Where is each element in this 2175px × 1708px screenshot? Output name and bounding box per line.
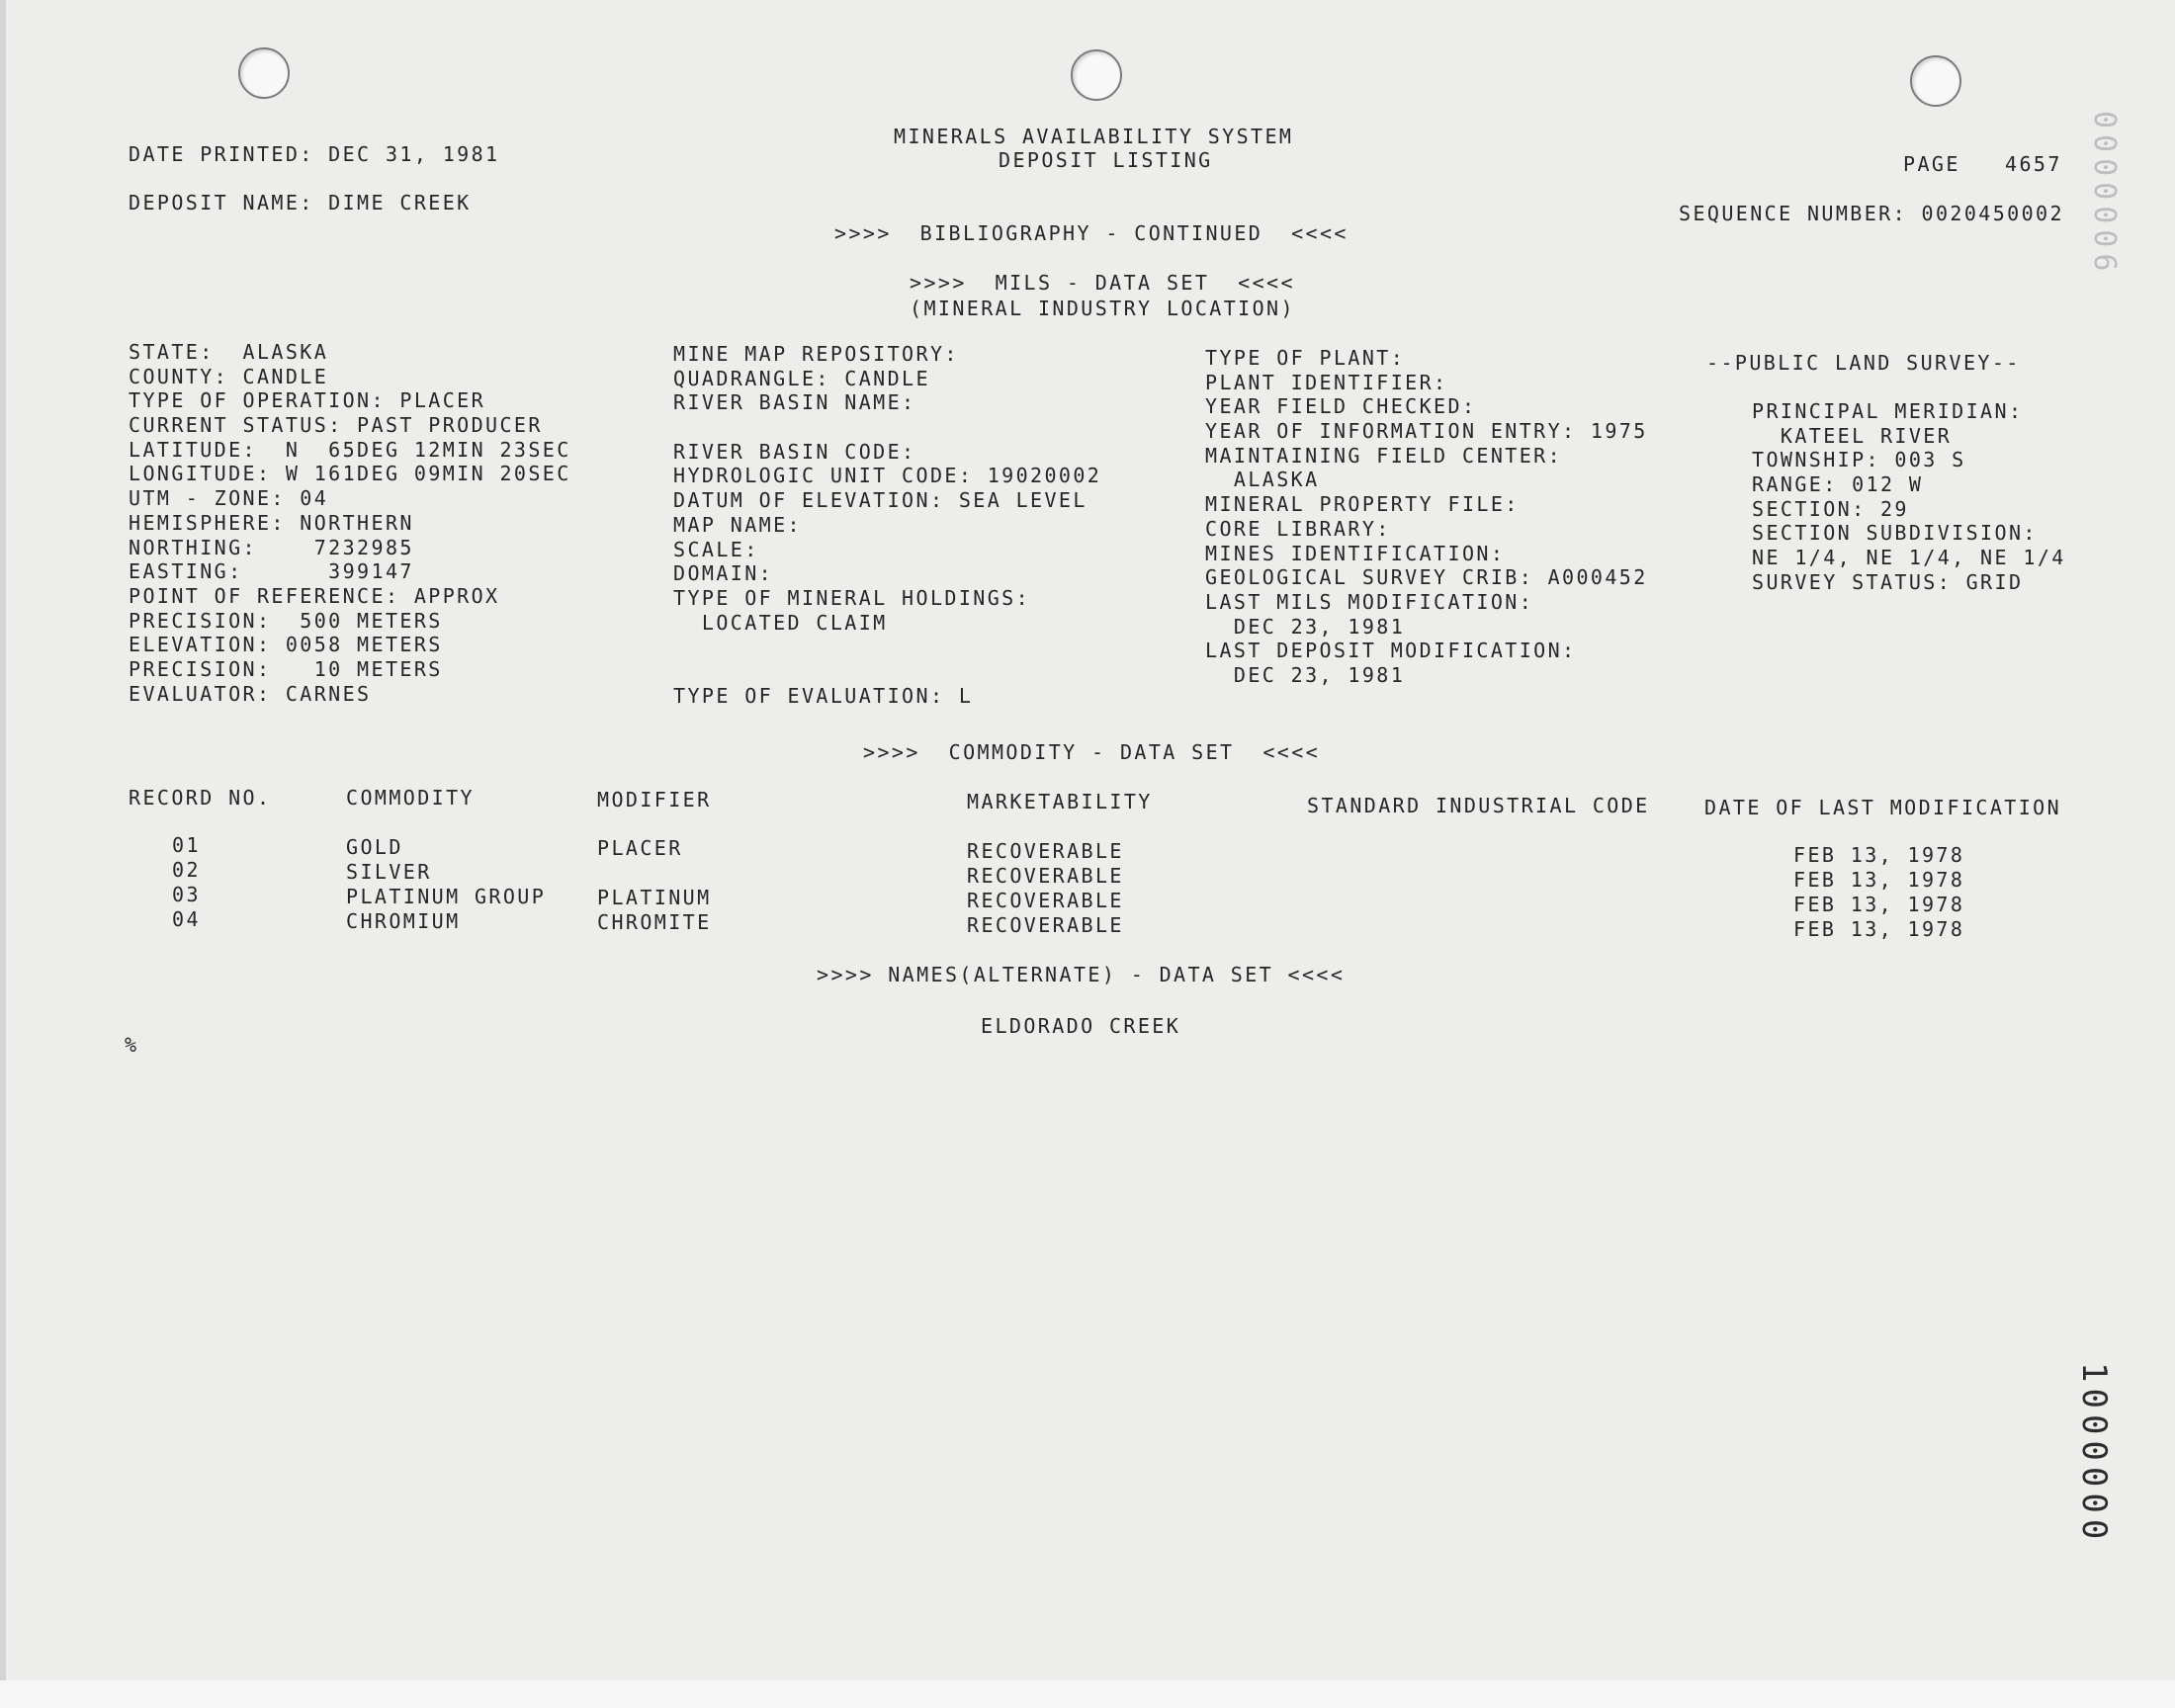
geological-survey-crib: GEOLOGICAL SURVEY CRIB: A000452 bbox=[1205, 565, 1648, 590]
col-record-no: RECORD NO. bbox=[129, 786, 272, 810]
col-marketability: MARKETABILITY bbox=[967, 790, 1153, 813]
listing-title: DEPOSIT LISTING bbox=[999, 148, 1213, 172]
modifier: PLATINUM bbox=[597, 886, 712, 909]
blank-line bbox=[673, 659, 1101, 684]
sequence-number: SEQUENCE NUMBER: 0020450002 bbox=[1679, 202, 2064, 225]
current-status: CURRENT STATUS: PAST PRODUCER bbox=[129, 413, 543, 438]
marketability: RECOVERABLE bbox=[967, 913, 1124, 937]
mils-subheading: (MINERAL INDUSTRY LOCATION) bbox=[910, 297, 1295, 320]
percent-mark: % bbox=[125, 1033, 139, 1057]
modifier: PLACER bbox=[597, 836, 683, 860]
northing: NORTHING: 7232985 bbox=[129, 535, 414, 559]
easting: EASTING: 399147 bbox=[129, 559, 414, 584]
blank-line bbox=[673, 635, 1101, 659]
hydrologic-unit-code: HYDROLOGIC UNIT CODE: 19020002 bbox=[673, 464, 1102, 488]
survey-status: SURVEY STATUS: GRID bbox=[1752, 569, 2024, 594]
col-standard-industrial-code: STANDARD INDUSTRIAL CODE bbox=[1307, 794, 1650, 817]
core-library: CORE LIBRARY: bbox=[1205, 516, 1391, 541]
river-basin-name: RIVER BASIN NAME: bbox=[673, 390, 916, 415]
col-date-of-last-modification: DATE OF LAST MODIFICATION bbox=[1704, 796, 2062, 819]
year-field-checked: YEAR FIELD CHECKED: bbox=[1205, 394, 1477, 419]
field-center-value: ALASKA bbox=[1205, 468, 1320, 492]
scale: SCALE: bbox=[673, 537, 759, 561]
alternate-name: ELDORADO CREEK bbox=[981, 1014, 1181, 1038]
county: COUNTY: CANDLE bbox=[129, 364, 329, 388]
maintaining-field-center: MAINTAINING FIELD CENTER: bbox=[1205, 443, 1563, 468]
range: RANGE: 012 W bbox=[1752, 472, 1924, 497]
record-no: 03 bbox=[172, 883, 201, 906]
blank-line bbox=[673, 415, 1101, 440]
longitude: LONGITUDE: W 161DEG 09MIN 20SEC bbox=[129, 462, 571, 486]
elevation: ELEVATION: 0058 METERS bbox=[129, 633, 443, 657]
system-title: MINERALS AVAILABILITY SYSTEM bbox=[894, 125, 1294, 148]
record-no: 04 bbox=[172, 907, 201, 931]
map-name: MAP NAME: bbox=[673, 512, 802, 537]
type-of-plant: TYPE OF PLANT: bbox=[1205, 346, 1406, 370]
punch-hole-center bbox=[1071, 49, 1122, 101]
marketability: RECOVERABLE bbox=[967, 864, 1124, 888]
page-label: PAGE bbox=[1903, 152, 1960, 176]
last-deposit-modification-date: DEC 23, 1981 bbox=[1205, 662, 1406, 687]
type-of-evaluation: TYPE OF EVALUATION: L bbox=[673, 683, 974, 708]
precision-horizontal: PRECISION: 500 METERS bbox=[129, 608, 443, 633]
punch-hole-left bbox=[238, 47, 290, 99]
type-of-mineral-holdings: TYPE OF MINERAL HOLDINGS: bbox=[673, 585, 1031, 610]
col-modifier: MODIFIER bbox=[597, 788, 712, 811]
bibliography-continued: >>>> BIBLIOGRAPHY - CONTINUED <<<< bbox=[834, 221, 1348, 245]
mines-identification: MINES IDENTIFICATION: bbox=[1205, 541, 1506, 565]
commodity: SILVER bbox=[346, 860, 432, 884]
date-of-last-modification: FEB 13, 1978 bbox=[1793, 843, 1965, 867]
commodity: CHROMIUM bbox=[346, 909, 461, 933]
marketability: RECOVERABLE bbox=[967, 839, 1124, 863]
latitude: LATITUDE: N 65DEG 12MIN 23SEC bbox=[129, 437, 571, 462]
plant-identifier: PLANT IDENTIFIER: bbox=[1205, 370, 1448, 394]
col-commodity: COMMODITY bbox=[346, 786, 475, 810]
last-mils-modification: LAST MILS MODIFICATION: bbox=[1205, 589, 1534, 614]
deposit-name: DEPOSIT NAME: DIME CREEK bbox=[129, 191, 472, 214]
modifier: CHROMITE bbox=[597, 910, 712, 934]
side-stamp-number: 1000000 bbox=[2074, 1362, 2114, 1546]
punch-hole-right bbox=[1910, 55, 1961, 107]
section-subdivision-value: NE 1/4, NE 1/4, NE 1/4 bbox=[1752, 546, 2066, 570]
date-of-last-modification: FEB 13, 1978 bbox=[1793, 917, 1965, 941]
mils-column-4 bbox=[1752, 399, 2066, 595]
record-no: 02 bbox=[172, 858, 201, 882]
utm-zone: UTM - ZONE: 04 bbox=[129, 486, 329, 511]
domain: DOMAIN: bbox=[673, 561, 774, 586]
commodity-heading: >>>> COMMODITY - DATA SET <<<< bbox=[863, 740, 1321, 764]
mineral-property-file: MINERAL PROPERTY FILE: bbox=[1205, 492, 1520, 517]
commodity: PLATINUM GROUP bbox=[346, 885, 547, 908]
commodity: GOLD bbox=[346, 835, 403, 859]
state: STATE: ALASKA bbox=[129, 340, 329, 364]
precision-elevation: PRECISION: 10 METERS bbox=[129, 656, 443, 681]
mils-heading: >>>> MILS - DATA SET <<<< bbox=[910, 271, 1295, 295]
date-of-last-modification: FEB 13, 1978 bbox=[1793, 868, 1965, 892]
mineral-holdings-value: LOCATED CLAIM bbox=[673, 610, 888, 635]
last-mils-modification-date: DEC 23, 1981 bbox=[1205, 614, 1406, 639]
names-heading: >>>> NAMES(ALTERNATE) - DATA SET <<<< bbox=[817, 963, 1346, 986]
mine-map-repository: MINE MAP REPOSITORY: bbox=[673, 342, 959, 366]
mils-column-3 bbox=[1205, 346, 1648, 688]
faint-side-stamp: 0000006 bbox=[2087, 111, 2122, 278]
section: SECTION: 29 bbox=[1752, 496, 1909, 521]
last-deposit-modification: LAST DEPOSIT MODIFICATION: bbox=[1205, 639, 1577, 663]
date-of-last-modification: FEB 13, 1978 bbox=[1793, 893, 1965, 916]
date-printed: DATE PRINTED: DEC 31, 1981 bbox=[129, 142, 500, 166]
principal-meridian-value: KATEEL RIVER bbox=[1752, 423, 1953, 448]
datum-of-elevation: DATUM OF ELEVATION: SEA LEVEL bbox=[673, 488, 1088, 513]
type-of-operation: TYPE OF OPERATION: PLACER bbox=[129, 388, 486, 413]
record-no: 01 bbox=[172, 833, 201, 857]
hemisphere: HEMISPHERE: NORTHERN bbox=[129, 510, 414, 535]
principal-meridian: PRINCIPAL MERIDIAN: bbox=[1752, 399, 2024, 423]
evaluator: EVALUATOR: CARNES bbox=[129, 681, 372, 706]
page-number: 4657 bbox=[2005, 152, 2062, 176]
mils-column-1 bbox=[129, 340, 571, 706]
marketability: RECOVERABLE bbox=[967, 889, 1124, 912]
page-left-edge bbox=[0, 0, 6, 1688]
page-bottom-strip bbox=[0, 1680, 2175, 1708]
section-subdivision: SECTION SUBDIVISION: bbox=[1752, 521, 2038, 546]
public-land-survey-header: --PUBLIC LAND SURVEY-- bbox=[1706, 351, 2021, 375]
mils-column-2 bbox=[673, 342, 1101, 708]
river-basin-code: RIVER BASIN CODE: bbox=[673, 439, 916, 464]
point-of-reference: POINT OF REFERENCE: APPROX bbox=[129, 583, 500, 608]
year-of-information-entry: YEAR OF INFORMATION ENTRY: 1975 bbox=[1205, 419, 1648, 444]
township: TOWNSHIP: 003 S bbox=[1752, 448, 1966, 472]
quadrangle: QUADRANGLE: CANDLE bbox=[673, 366, 930, 390]
